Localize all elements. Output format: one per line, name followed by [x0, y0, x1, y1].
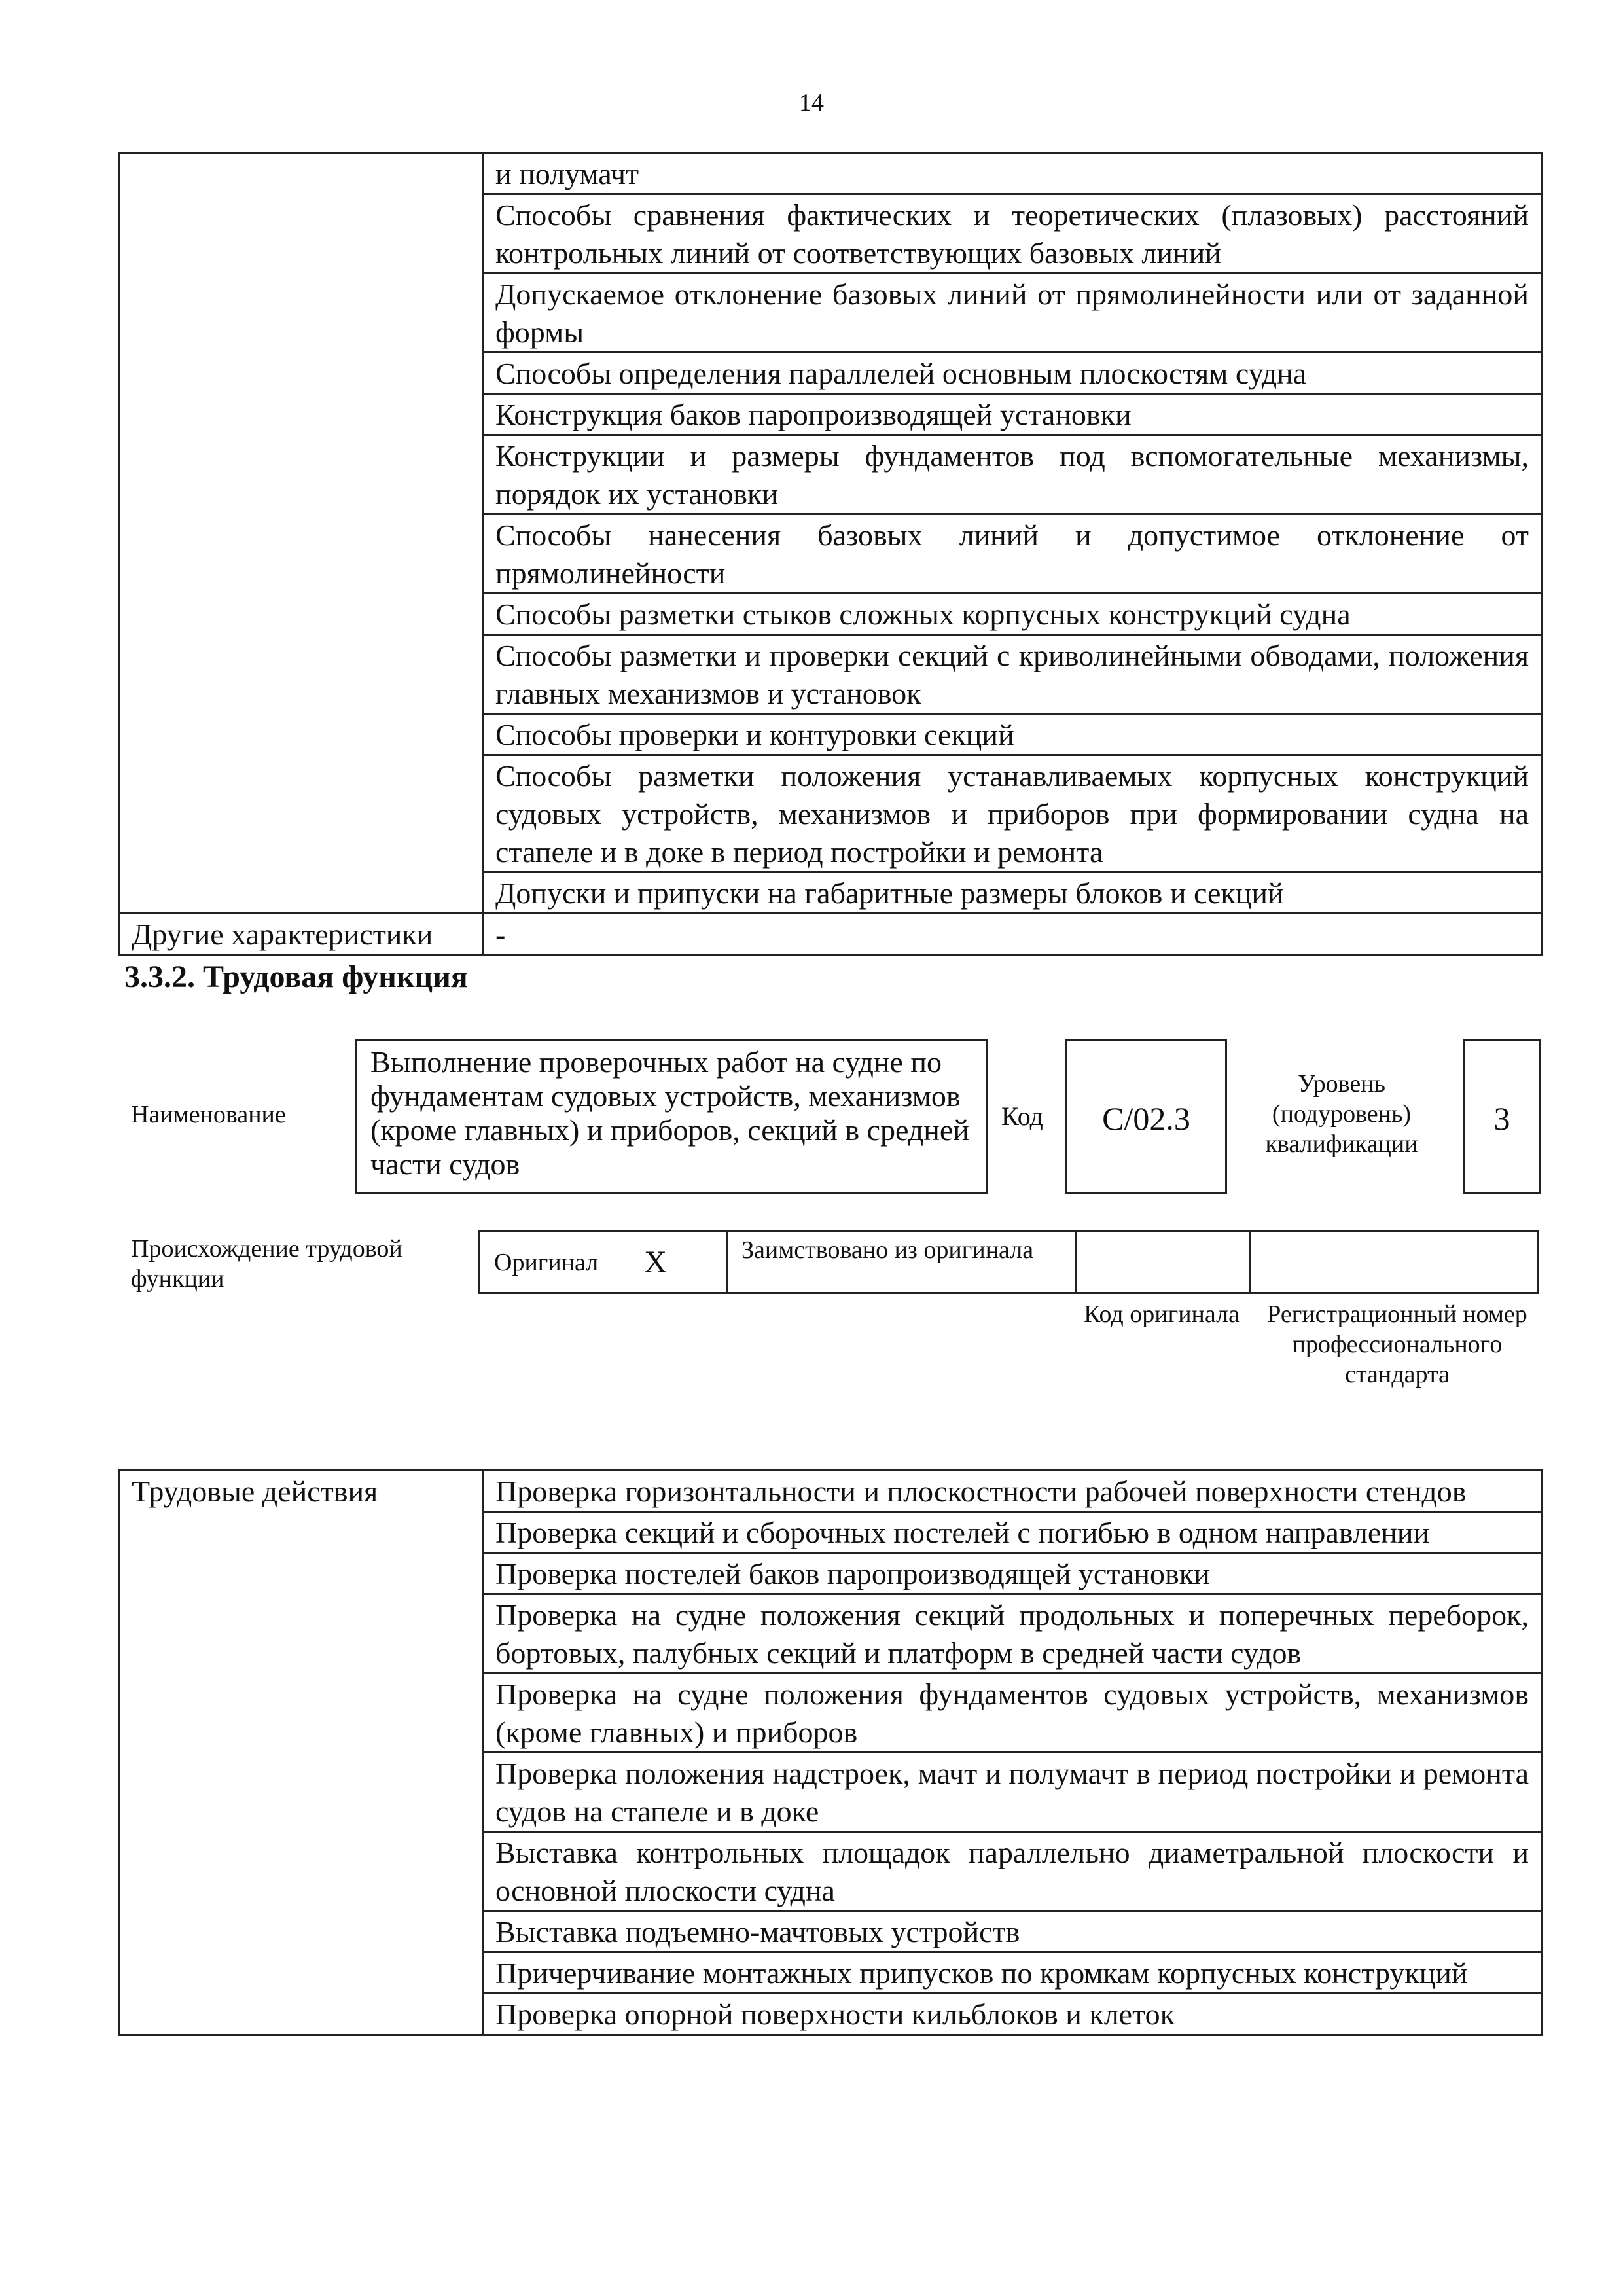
table-row: [119, 914, 1542, 955]
original-code-caption: Код оригинала: [1084, 1300, 1240, 1328]
origin-row: [478, 1230, 1541, 1294]
original-mark: X: [644, 1245, 667, 1280]
table-cell: Проверка горизонтальности и плоскостности рабочей поверхности стендов: [483, 1471, 1542, 1512]
table-cell: Допуски и припуски на габаритные размеры блоков и секций: [483, 872, 1542, 914]
registration-number-caption: Регистрационный номер профессионального стандарта: [1267, 1300, 1527, 1388]
knowledge-table: [118, 152, 1543, 956]
table-cell: Конструкция баков паропроизводящей установки: [483, 394, 1542, 435]
table-cell: Способы разметки положения устанавливаемых корпусных конструкций судовых устройств, механизмов и приборов при формировании судна на стапеле и в доке в период постройки и ремонта: [483, 755, 1542, 872]
original-cell: [478, 1230, 728, 1294]
table-cell: Способы проверки и контуровки секций: [483, 714, 1542, 755]
registration-number-cell: [1249, 1230, 1539, 1294]
table-cell: Конструкции и размеры фундаментов под вспомогательные механизмы, порядок их установки: [483, 435, 1542, 514]
level-label: Уровень (подуровень) квалификации: [1265, 1070, 1418, 1158]
table-cell: Допускаемое отклонение базовых линий от прямолинейности или от заданной формы: [483, 274, 1542, 353]
table-cell: Способы сравнения фактических и теоретических (плазовых) расстояний контрольных линий от соответствующих базовых линий: [483, 194, 1542, 274]
table-row: [119, 1471, 1542, 1512]
table-cell: Способы нанесения базовых линий и допустимое отклонение от прямолинейности: [483, 514, 1542, 594]
table-label-cell: [119, 153, 483, 914]
table-cell: Проверка на судне положения секций продольных и поперечных переборок, бортовых, палубных секций и платформ в средней части судов: [483, 1594, 1542, 1674]
table-cell: Способы определения параллелей основным плоскостям судна: [483, 353, 1542, 394]
other-characteristics-label: Другие характеристики: [119, 914, 483, 955]
name-label: Наименование: [131, 1101, 286, 1128]
labor-actions-table: [118, 1469, 1543, 2036]
table-cell: Причерчивание монтажных припусков по кромкам корпусных конструкций: [483, 1952, 1542, 1994]
original-code-cell: [1075, 1230, 1251, 1294]
table-cell: Проверка на судне положения фундаментов судовых устройств, механизмов (кроме главных) и приборов: [483, 1674, 1542, 1753]
function-name-box: Выполнение проверочных работ на судне по фундаментам судовых устройств, механизмов (кроме главных) и приборов, секций в средней части судов: [355, 1039, 988, 1194]
original-label: Оригинал: [494, 1248, 599, 1276]
table-cell: Проверка положения надстроек, мачт и полумачт в период постройки и ремонта судов на стапеле и в доке: [483, 1753, 1542, 1832]
table-cell: Выставка подъемно-мачтовых устройств: [483, 1911, 1542, 1952]
table-cell: Проверка секций и сборочных постелей с погибью в одном направлении: [483, 1512, 1542, 1553]
borrowed-cell: Заимствовано из оригинала: [726, 1230, 1077, 1294]
table-cell: и полумачт: [483, 153, 1542, 194]
section-title: 3.3.2. Трудовая функция: [124, 960, 468, 994]
table-cell: Проверка постелей баков паропроизводящей установки: [483, 1553, 1542, 1594]
other-characteristics-value: -: [483, 914, 1542, 955]
table-cell: Способы разметки стыков сложных корпусных конструкций судна: [483, 594, 1542, 635]
table-row: [119, 153, 1542, 194]
page-number: 14: [799, 89, 824, 117]
labor-actions-label: Трудовые действия: [119, 1471, 483, 2035]
level-box: 3: [1463, 1039, 1541, 1194]
table-cell: Проверка опорной поверхности кильблоков и клеток: [483, 1994, 1542, 2035]
table-cell: Выставка контрольных площадок параллельно диаметральной плоскости и основной плоскости судна: [483, 1832, 1542, 1911]
code-box: C/02.3: [1065, 1039, 1227, 1194]
table-cell: Способы разметки и проверки секций с криволинейными обводами, положения главных механизмов и установок: [483, 635, 1542, 714]
code-label: Код: [1001, 1102, 1043, 1131]
origin-label: Происхождение трудовой функции: [131, 1235, 402, 1293]
